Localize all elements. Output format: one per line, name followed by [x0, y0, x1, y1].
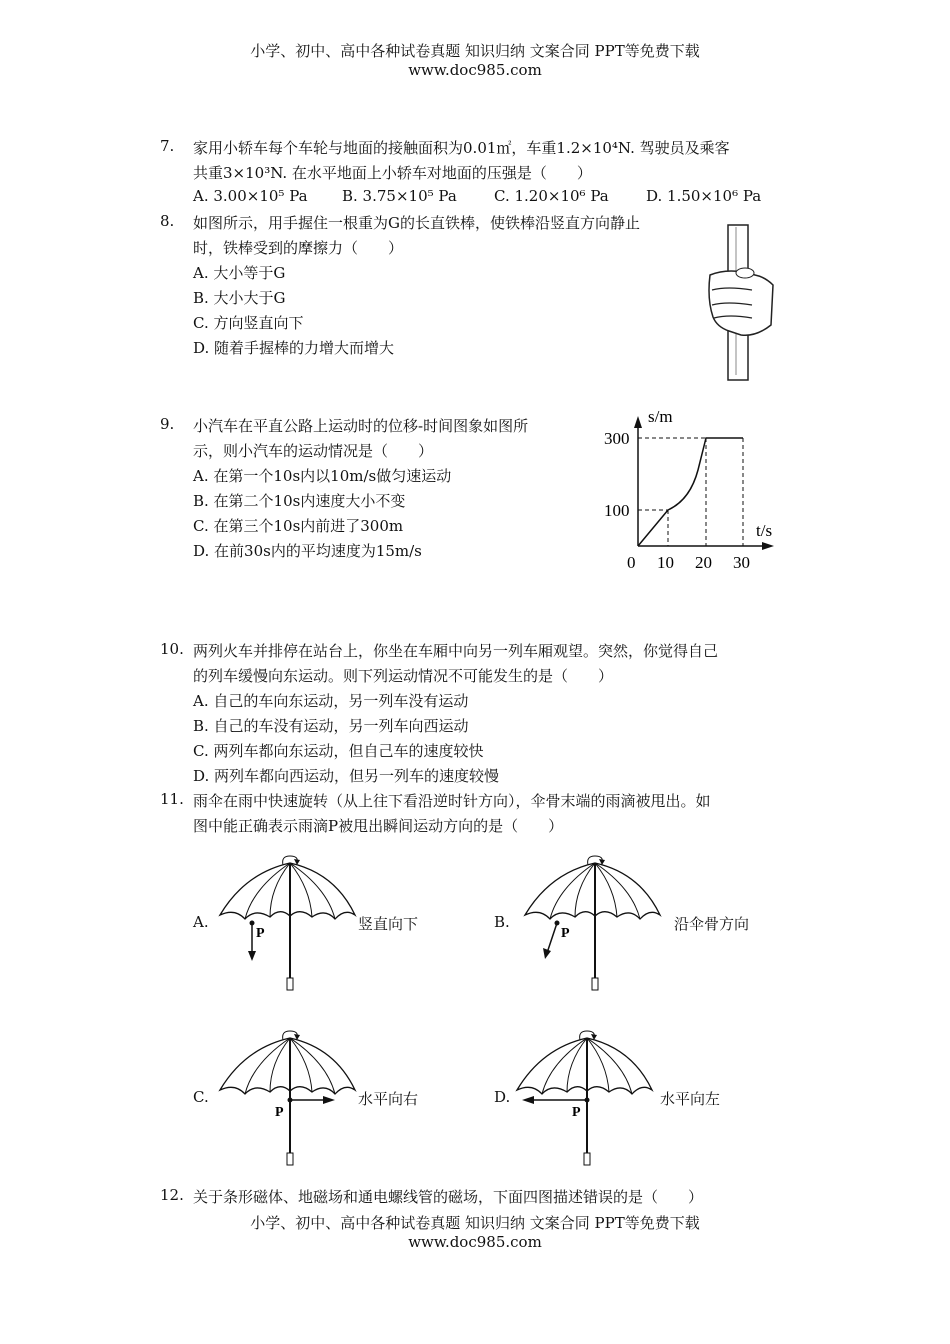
- q7-option-c: C. 1.20×10⁶ Pa: [494, 187, 609, 205]
- q11-text: 图中能正确表示雨滴P被甩出瞬间运动方向的是（ ）: [193, 817, 564, 835]
- q9-number: 9.: [160, 415, 175, 433]
- umbrella-canopy: [517, 1038, 652, 1094]
- displacement-time-graph: [590, 400, 790, 590]
- point-label: P: [256, 926, 265, 941]
- x-tick: 20: [695, 553, 712, 572]
- q9-option-a: A. 在第一个10s内以10m/s做匀速运动: [193, 467, 452, 485]
- q12-text: 关于条形磁体、地磁场和通电螺线管的磁场，下面四图描述错误的是（ ）: [193, 1188, 704, 1206]
- hand-holding-rod-figure: [700, 215, 780, 385]
- y-tick: 100: [604, 501, 630, 520]
- header-url[interactable]: www.doc985.com: [408, 61, 542, 79]
- q8-option-d: D. 随着手握棒的力增大而增大: [193, 339, 395, 357]
- q11-option-c-label: 水平向右: [358, 1090, 419, 1108]
- q11-option-a-letter: A.: [193, 913, 209, 931]
- q10-option-d: D. 两列车都向西运动，但另一列车的速度较慢: [193, 767, 500, 785]
- q7-option-a: A. 3.00×10⁵ Pa: [193, 187, 308, 205]
- y-axis-label: s/m: [648, 407, 673, 426]
- umbrella-canopy: [220, 1038, 355, 1094]
- x-tick: 30: [733, 553, 750, 572]
- q11-text: 雨伞在雨中快速旋转（从上往下看沿逆时针方向），伞骨末端的雨滴被甩出。如: [193, 792, 711, 810]
- q10-text: 的列车缓慢向东运动。则下列运动情况不可能发生的是（ ）: [193, 667, 614, 685]
- q11-option-b-letter: B.: [494, 913, 510, 931]
- q10-option-c: C. 两列车都向东运动，但自己车的速度较快: [193, 742, 484, 760]
- q8-text: 时，铁棒受到的摩擦力（ ）: [193, 239, 404, 257]
- q8-option-b: B. 大小大于G: [193, 289, 286, 307]
- y-tick: 300: [604, 429, 630, 448]
- umbrella-handle: [584, 1153, 590, 1165]
- umbrella-handle: [287, 1153, 293, 1165]
- q10-option-a: A. 自己的车向东运动，另一列车没有运动: [193, 692, 469, 710]
- q8-number: 8.: [160, 212, 175, 230]
- q9-option-b: B. 在第二个10s内速度大小不变: [193, 492, 406, 510]
- q10-text: 两列火车并排停在站台上，你坐在车厢中向另一列车厢观望。突然，你觉得自己: [193, 642, 719, 660]
- y-axis-arrow-icon: [634, 416, 642, 428]
- q8-option-c: C. 方向竖直向下: [193, 314, 304, 332]
- x-tick: 10: [657, 553, 674, 572]
- x-axis-arrow-icon: [762, 542, 774, 550]
- umbrella-canopy: [220, 863, 355, 919]
- q7-option-d: D. 1.50×10⁶ Pa: [646, 187, 762, 205]
- q9-text: 示，则小汽车的运动情况是（ ）: [193, 442, 434, 460]
- q9-text: 小汽车在平直公路上运动时的位移-时间图象如图所: [193, 417, 529, 435]
- x-axis-label: t/s: [756, 521, 773, 540]
- q9-option-d: D. 在前30s内的平均速度为15m/s: [193, 542, 422, 560]
- point-label: P: [572, 1105, 581, 1120]
- q10-number: 10.: [160, 640, 184, 658]
- q11-option-b-label: 沿伞骨方向: [674, 915, 750, 933]
- umbrella-canopy: [525, 863, 660, 919]
- footer-url[interactable]: www.doc985.com: [408, 1233, 542, 1251]
- q9-option-c: C. 在第三个10s内前进了300m: [193, 517, 404, 535]
- q11-option-c-letter: C.: [193, 1088, 209, 1106]
- q11-option-d-label: 水平向左: [660, 1090, 721, 1108]
- q7-text: 家用小轿车每个车轮与地面的接触面积为0.01㎡，车重1.2×10⁴N. 驾驶员及乘客: [193, 139, 730, 157]
- q11-option-a-label: 竖直向下: [358, 915, 419, 933]
- footer-line: 小学、初中、高中各种试卷真题 知识归纳 文案合同 PPT等免费下载: [250, 1214, 700, 1232]
- q12-number: 12.: [160, 1186, 184, 1204]
- q7-text: 共重3×10³N. 在水平地面上小轿车对地面的压强是（ ）: [193, 164, 592, 182]
- q10-option-b: B. 自己的车没有运动，另一列车向西运动: [193, 717, 469, 735]
- umbrella-handle: [287, 978, 293, 990]
- q8-text: 如图所示，用手握住一根重为G的长直铁棒，使铁棒沿竖直方向静止: [193, 214, 640, 232]
- displacement-curve: [638, 438, 743, 546]
- header-line: 小学、初中、高中各种试卷真题 知识归纳 文案合同 PPT等免费下载: [250, 42, 700, 60]
- umbrella-handle: [592, 978, 598, 990]
- q8-option-a: A. 大小等于G: [193, 264, 286, 282]
- umbrella-figure-a: [215, 853, 360, 998]
- umbrella-figure-c: [215, 1028, 360, 1173]
- q7-number: 7.: [160, 137, 175, 155]
- q11-option-d-letter: D.: [494, 1088, 511, 1106]
- point-label: P: [275, 1105, 284, 1120]
- x-tick: 0: [627, 553, 636, 572]
- umbrella-figure-b: [520, 853, 665, 998]
- umbrella-figure-d: [512, 1028, 657, 1173]
- point-label: P: [561, 926, 570, 941]
- q7-option-b: B. 3.75×10⁵ Pa: [342, 187, 457, 205]
- q11-number: 11.: [160, 790, 184, 808]
